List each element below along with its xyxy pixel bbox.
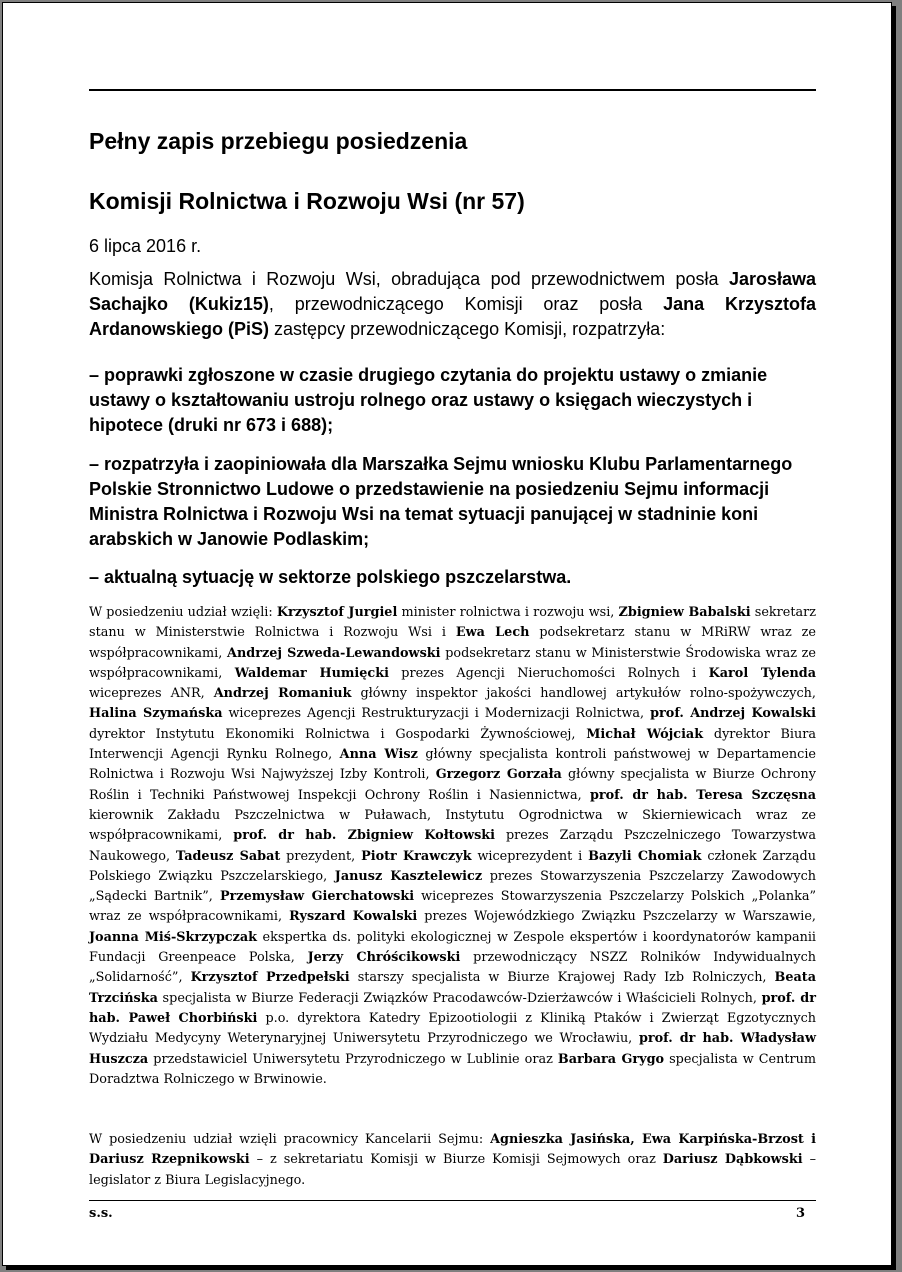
body-text-run: ekspertka ds. polityki ekologicznej w Zespole ekspertów i koordynatorów kampanii Fundacji Greenpeace Polska, xyxy=(89,929,817,966)
person-name: Zbigniew Babalski xyxy=(618,605,751,620)
person-name: Agnieszka Jasińska, Ewa Karpińska-Brzost i Dariusz Rzepnikowski xyxy=(89,1132,816,1168)
intro-text-1: Komisja Rolnictwa i Rozwoju Wsi, obradująca pod przewodnictwem posła xyxy=(89,269,729,289)
person-name: Grzegorz Gorzała xyxy=(435,767,562,783)
person-name: Karol Tylenda xyxy=(708,665,816,681)
person-name: Bazyli Chomiak xyxy=(588,848,702,864)
deputy-chair-name: Jana Krzysztofa Ardanowskiego (PiS) xyxy=(89,294,816,339)
body-text-run: dyrektor Biura Interwencji Agencji Rynku Rolnego, xyxy=(89,726,816,763)
body-text-run: wiceprezes Stowarzyszenia Pszczelarzy Polskich „Polanka” wraz ze współpracownikami, xyxy=(89,889,817,925)
agenda-item: – rozpatrzyła i zaopiniowała dla Marszałka Sejmu wniosku Klubu Parlamentarnego Polskie Stronnictwo Ludowe o przedstawienie na posiedzeniu Sejmu informacji Ministra Rolnictwa i Rozwoju Wsi na temat sytuacji panującej w stadninie koni arabskich w Janowie Podlaskim; xyxy=(89,454,793,549)
person-name: prof. dr hab. Zbigniew Kołtowski xyxy=(233,828,496,844)
body-text-run: członek Zarządu Polskiego Związku Pszczelarskiego, xyxy=(89,848,816,884)
person-name: prof. Andrzej Kowalski xyxy=(650,706,816,722)
page-number: 3 xyxy=(795,1206,805,1221)
person-name: Tadeusz Sabat xyxy=(175,848,281,864)
body-text-run: W posiedzeniu udział wzięli: xyxy=(89,605,277,620)
agenda-item: – poprawki zgłoszone w czasie drugiego czytania do projektu ustawy o zmianie ustawy o kształtowaniu ustroju rolnego oraz ustawy o księgach wieczystych i hipotece (druki nr 673 i 688); xyxy=(89,365,768,435)
body-text-run: prezes Zarządu Pszczelniczego Towarzystwa Naukowego, xyxy=(89,828,816,864)
body-text-run: wiceprezes ANR, xyxy=(89,686,214,702)
person-name: Piotr Krawczyk xyxy=(361,848,472,864)
body-text-run: główny specjalista kontroli państwowej w Departamencie Rolnictwa i Rozwoju Wsi Najwyższej Izby Kontroli, xyxy=(89,747,816,783)
body-text-run: wiceprezydent i xyxy=(471,848,589,864)
body-text-run: przedstawiciel Uniwersytetu Przyrodniczego w Lublinie oraz xyxy=(148,1051,558,1067)
top-rule xyxy=(89,89,816,91)
person-name: Anna Wisz xyxy=(339,747,418,763)
body-text-run: wiceprezes Agencji Restrukturyzacji i Modernizacji Rolnictwa, xyxy=(222,706,651,722)
body-text-run: prezydent, xyxy=(280,848,362,864)
chair-name: Jarosława Sachajko (Kukiz15) xyxy=(89,269,816,314)
person-name: Janusz Kasztelewicz xyxy=(334,868,483,884)
body-text-run: minister rolnictwa i rozwoju wsi, xyxy=(397,605,619,620)
person-name: Jerzy Chróścikowski xyxy=(307,950,461,966)
person-name: Andrzej Romaniuk xyxy=(213,686,352,702)
document-page xyxy=(2,2,892,1266)
body-text-run: specjalista w Centrum Doradztwa Rolniczego w Brwinowie. xyxy=(89,1051,817,1087)
staff-paragraph xyxy=(89,1130,816,1191)
body-text-run: p.o. dyrektora Katedry Epizootiologii z Kliniką Ptaków i Zwierząt Egzotycznych Wydziału Medycyny Weterynaryjnej Uniwersytetu Przyrodniczego we Wrocławiu, xyxy=(89,1010,817,1047)
person-name: prof. dr hab. Teresa Szczęsna xyxy=(589,787,816,803)
body-text-run: starszy specjalista w Biurze Krajowej Rady Izb Rolniczych, xyxy=(349,970,775,986)
body-text-run: sekretarz stanu w Ministerstwie Rolnictwa i Rozwoju Wsi i xyxy=(89,605,817,641)
person-name: Waldemar Humięcki xyxy=(234,665,389,681)
person-name: Barbara Grygo xyxy=(557,1051,665,1067)
person-name: Beata Trzcińska xyxy=(89,970,816,1006)
body-text-run: – legislator z Biura Legislacyjnego. xyxy=(89,1152,817,1188)
meeting-date: 6 lipca 2016 r. xyxy=(89,236,202,256)
agenda-item: – aktualną sytuację w sektorze polskiego pszczelarstwa. xyxy=(89,567,572,587)
footer-initials: s.s. xyxy=(89,1206,113,1221)
person-name: Krzysztof Jurgiel xyxy=(276,605,398,620)
footer-rule xyxy=(89,1200,816,1201)
body-text-run: główny specjalista w Biurze Ochrony Roślin i Techniki Państwowej Inspekcji Ochrony Roślin i Nasiennictwa, xyxy=(89,767,816,803)
body-text-run: prezes Wojewódzkiego Związku Pszczelarzy w Warszawie, xyxy=(417,909,816,925)
body-text-run: dyrektor Instytutu Ekonomiki Rolnictwa i Gospodarki Żywnościowej, xyxy=(89,726,587,742)
body-text-run: specjalista w Biurze Federacji Związków Pracodawców-Dzierżawców i Właścicieli Rolnych, xyxy=(157,990,762,1006)
person-name: Halina Szymańska xyxy=(89,706,223,722)
intro-text-2: , przewodniczącego Komisji oraz posła xyxy=(268,294,664,314)
person-name: prof. dr hab. Paweł Chorbiński xyxy=(89,990,817,1026)
committee-title: Komisji Rolnictwa i Rozwoju Wsi (nr 57) xyxy=(89,188,525,214)
intro-paragraph xyxy=(89,267,816,342)
person-name: Ewa Lech xyxy=(455,625,530,641)
attendees-paragraph xyxy=(89,603,816,1090)
person-name: Andrzej Szweda-Lewandowski xyxy=(227,645,441,661)
person-name: Ryszard Kowalski xyxy=(289,909,418,925)
body-text-run: główny inspektor jakości handlowej artykułów rolno-spożywczych, xyxy=(351,686,816,702)
body-text-run: – z sekretariatu Komisji w Biurze Komisji Sejmowych oraz xyxy=(249,1152,663,1168)
body-text-run: prezes Agencji Nieruchomości Rolnych i xyxy=(388,665,709,681)
person-name: Przemysław Gierchatowski xyxy=(219,889,415,905)
intro-text-3: zastępcy przewodniczącego Komisji, rozpatrzyła: xyxy=(269,319,666,339)
person-name: Krzysztof Przedpełski xyxy=(190,970,350,986)
person-name: Joanna Miś-Skrzypczak xyxy=(89,929,257,945)
body-text-run: podsekretarz stanu w Ministerstwie Środowiska wraz ze współpracownikami, xyxy=(89,645,816,681)
body-text-run: prezes Stowarzyszenia Pszczelarzy Zawodowych „Sądecki Bartnik”, xyxy=(89,868,816,905)
person-name: Michał Wójciak xyxy=(586,726,704,742)
person-name: Dariusz Dąbkowski xyxy=(662,1152,803,1168)
person-name: prof. dr hab. Władysław Huszcza xyxy=(89,1031,816,1067)
body-text-run: podsekretarz stanu w MRiRW wraz ze współpracownikami, xyxy=(89,625,816,661)
document-title: Pełny zapis przebiegu posiedzenia xyxy=(89,128,468,154)
body-text-run: kierownik Zakładu Pszczelnictwa w Puławach, Instytutu Ogrodnictwa w Skierniewicach wraz ze współpracownikami, xyxy=(89,807,816,844)
body-text-run: przewodniczący NSZZ Rolników Indywidualnych „Solidarność”, xyxy=(89,950,816,986)
body-text-run: W posiedzeniu udział wzięli pracownicy Kancelarii Sejmu: xyxy=(89,1132,491,1147)
